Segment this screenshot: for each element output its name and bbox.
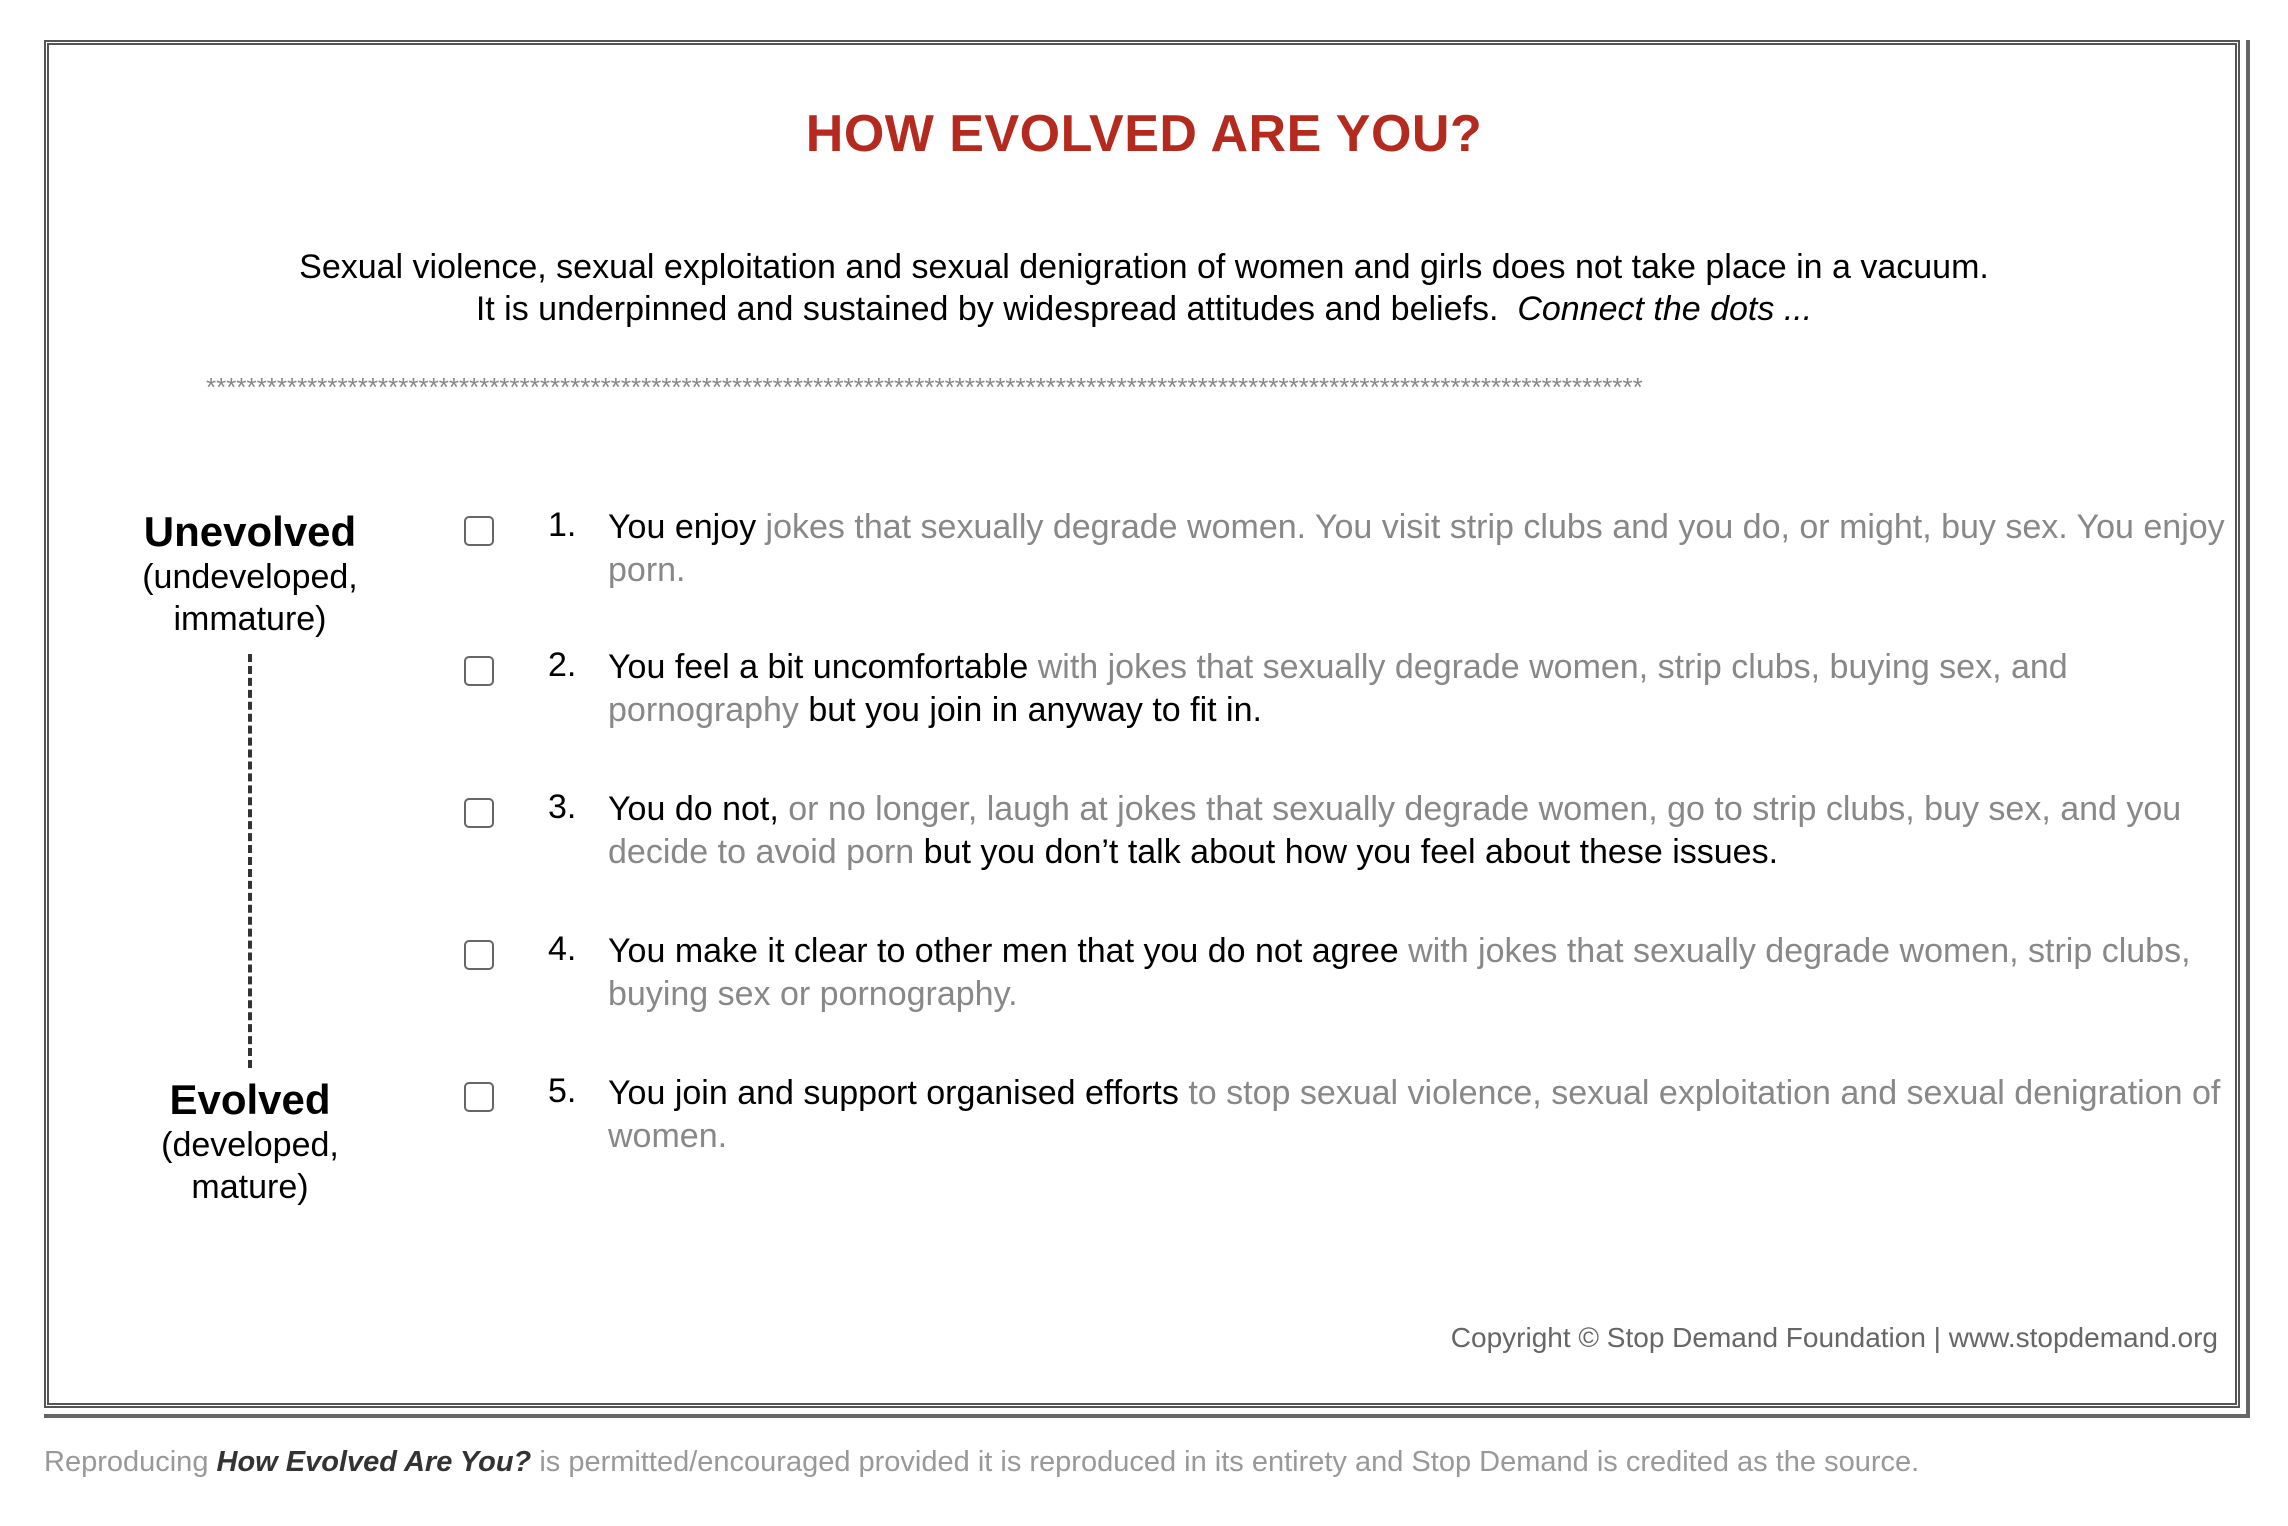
item-text-detail: to stop sexual violence, sexual exploitation and sexual denigration of women. (608, 1074, 2221, 1155)
scale-bottom-sub1: (developed, (161, 1126, 339, 1164)
item-text-emphasis: You enjoy (608, 508, 757, 546)
item-text-emphasis: You do not, (608, 790, 779, 828)
scale-bottom-sub2: mature) (191, 1168, 309, 1206)
item-number: 5. (548, 1072, 577, 1110)
item-text-emphasis: You make it clear to other men that you do not agree (608, 932, 1399, 970)
scale-bottom-main: Evolved (169, 1076, 331, 1123)
item-text-detail: or no longer, laugh at jokes that sexually degrade women, go to strip clubs, buy sex, and you decide to avoid porn (608, 790, 2182, 871)
scale-top-main: Unevolved (143, 508, 357, 555)
scale-top-sub2: immature) (173, 600, 327, 638)
item-text (608, 506, 2238, 592)
copyright-notice: Copyright © Stop Demand Foundation | www.stopdemand.org (1450, 1322, 2218, 1353)
scale-bottom-label (110, 1076, 390, 1208)
item-checkbox[interactable] (464, 940, 494, 970)
reproduction-notice (44, 1446, 1919, 1479)
item-number: 1. (548, 506, 577, 544)
item-number: 4. (548, 930, 577, 968)
item-text-detail: with jokes that sexually degrade women, strip clubs, buying sex, and pornography (608, 648, 2068, 729)
intro-line-2-plain: It is underpinned and sustained by widespread attitudes and beliefs. (475, 290, 1499, 328)
item-text-emphasis: You feel a bit uncomfortable (608, 648, 1029, 686)
item-number: 3. (548, 788, 577, 826)
worksheet-title: HOW EVOLVED ARE YOU? (805, 105, 1483, 163)
item-text-detail: jokes that sexually degrade women. You visit strip clubs and you do, or might, buy sex. You enjoy porn. (608, 508, 2225, 589)
item-text (608, 1072, 2238, 1158)
item-checkbox[interactable] (464, 656, 494, 686)
intro-line-1: Sexual violence, sexual exploitation and sexual denigration of women and girls does not take place in a vacuum. (299, 248, 1989, 286)
item-text (608, 646, 2238, 732)
scale-dashed-line (248, 654, 252, 1068)
item-text (608, 788, 2238, 874)
item-checkbox[interactable] (464, 516, 494, 546)
item-text-detail: with jokes that sexually degrade women, strip clubs, buying sex or pornography. (608, 932, 2191, 1013)
item-text-emphasis: You join and support organised efforts (608, 1074, 1179, 1112)
footer-pre: Reproducing (44, 1446, 217, 1478)
item-text-emphasis-2: but you join in anyway to fit in. (798, 691, 1262, 729)
footer-post: is permitted/encouraged provided it is reproduced in its entirety and Stop Demand is credited as the source. (531, 1446, 1920, 1478)
intro-line-2-italic: Connect the dots ... (1517, 290, 1813, 328)
item-checkbox[interactable] (464, 1082, 494, 1112)
intro-line-2 (0, 290, 2288, 329)
item-number: 2. (548, 646, 577, 684)
item-text (608, 930, 2238, 1016)
item-text-emphasis-2: but you don’t talk about how you feel about these issues. (914, 833, 1779, 871)
scale-top-sub1: (undeveloped, (142, 558, 358, 596)
scale-top-label (110, 508, 390, 640)
footer-title: How Evolved Are You? (216, 1446, 532, 1478)
item-checkbox[interactable] (464, 798, 494, 828)
asterisk-divider: ********************************************************************************************************************************************** (206, 372, 1643, 402)
